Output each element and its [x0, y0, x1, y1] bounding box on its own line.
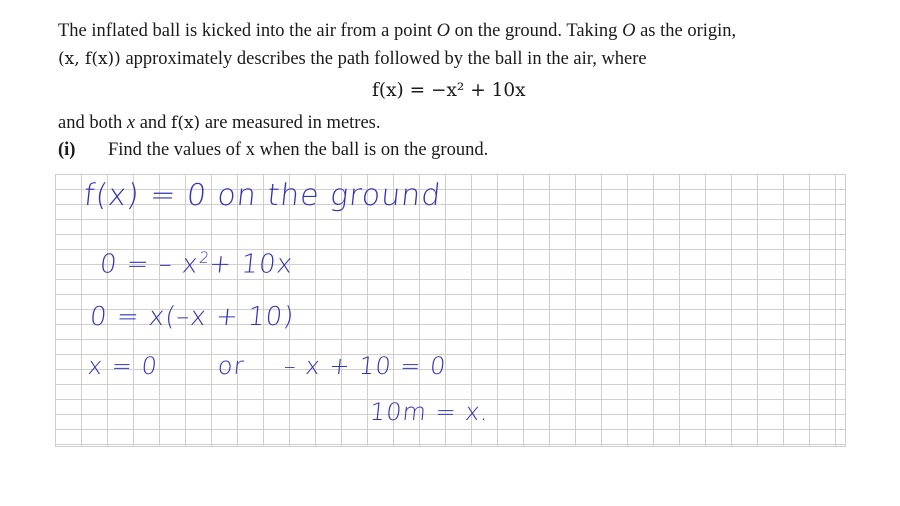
part-question: Find the values of x when the ball is on the ground.: [108, 140, 489, 160]
working-line-5: 10m = x.: [368, 398, 491, 426]
working-line-4-or: or: [216, 352, 247, 380]
coordinate-pair: (x, f(x)): [58, 49, 121, 69]
intro-text-c: as the origin,: [635, 21, 737, 41]
line3-fx: f(x): [171, 113, 201, 133]
intro-text-line2: approximately describes the path followed by the ball in the air, where: [120, 49, 647, 69]
working-line-4-c: – x + 10 = 0: [282, 352, 448, 380]
working-line-4-a: x = 0: [86, 352, 160, 380]
function-equation: f(x) = −x² + 10x: [372, 80, 526, 101]
origin-var-2: O: [622, 21, 636, 41]
working-line-2-a: 0 = – x: [98, 249, 201, 280]
working-line-1: f(x) = 0 on the ground: [82, 178, 444, 213]
working-line-2-b: + 10x: [207, 249, 295, 280]
working-line-3: 0 = x(–x + 10): [88, 302, 296, 332]
intro-text-b: on the ground. Taking: [450, 21, 623, 41]
question-line-2: [58, 48, 647, 70]
line3-x: x: [126, 113, 136, 133]
line3-c: are measured in metres.: [200, 113, 381, 133]
question-line-3: [58, 112, 381, 134]
line3-a: and both: [58, 113, 127, 133]
origin-var: O: [436, 21, 451, 41]
question-line-1: [58, 20, 736, 42]
working-line-2: [98, 249, 294, 280]
intro-text-a: The inflated ball is kicked into the air from a point: [58, 21, 437, 41]
part-label: (i): [58, 140, 76, 160]
working-line-2-sup: 2: [198, 249, 212, 267]
line3-b: and: [135, 113, 172, 133]
